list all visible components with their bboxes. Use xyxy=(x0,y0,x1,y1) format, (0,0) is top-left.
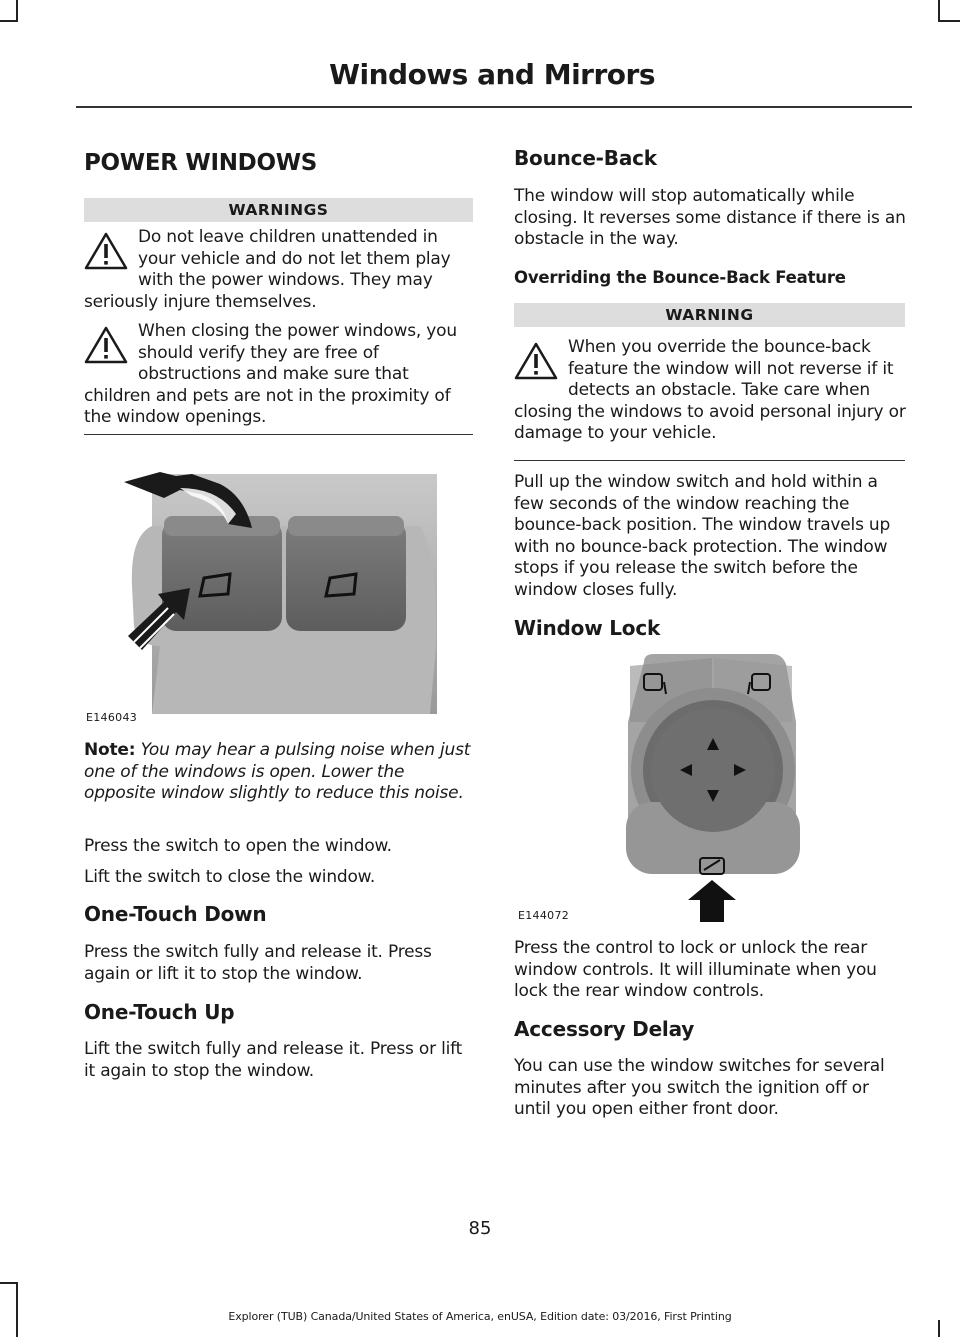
paragraph: Lift the switch to close the window. xyxy=(84,867,376,887)
warning-triangle-icon xyxy=(84,325,128,365)
paragraph: Press the switch fully and release it. Press again or lift it to stop the window. xyxy=(84,942,432,984)
warning-text: When closing the power windows, you should verify they are free of obstructions and make sure that children and pets are not in the proximity of the window openings. xyxy=(84,321,457,427)
crop-mark xyxy=(938,20,960,22)
subsection-title: Bounce-Back xyxy=(514,146,657,170)
warning-item xyxy=(84,321,474,429)
subsection-title: One-Touch Down xyxy=(84,902,267,926)
warning-divider xyxy=(84,434,473,435)
paragraph: You can use the window switches for several minutes after you switch the ignition off or until you open either front door. xyxy=(514,1056,885,1119)
crop-mark xyxy=(0,20,18,22)
subsection-title: Accessory Delay xyxy=(514,1017,695,1041)
warnings-banner: WARNINGS xyxy=(84,198,473,222)
crop-mark xyxy=(0,1282,18,1284)
paragraph: Press the switch to open the window. xyxy=(84,836,392,856)
warning-triangle-icon xyxy=(514,341,558,381)
section-title: POWER WINDOWS xyxy=(84,150,318,176)
subsection-title: One-Touch Up xyxy=(84,1000,235,1024)
edition-footer: Explorer (TUB) Canada/United States of America, enUSA, Edition date: 03/2016, First Printing xyxy=(228,1310,732,1323)
figure-code: E146043 xyxy=(86,711,138,724)
header-divider xyxy=(76,106,912,108)
warning-text: When you override the bounce-back feature the window will not reverse if it detects an obstacle. Take care when closing the windows to avoid personal injury or damage to your vehicle. xyxy=(514,337,906,443)
crop-mark xyxy=(16,0,18,22)
chapter-title: Windows and Mirrors xyxy=(329,58,655,91)
warning-divider xyxy=(514,460,905,461)
note-label: Note: xyxy=(84,740,136,760)
paragraph: Press the control to lock or unlock the rear window controls. It will illuminate when you lock the rear window controls. xyxy=(514,938,877,1001)
subsection-title: Window Lock xyxy=(514,616,661,640)
paragraph: The window will stop automatically while closing. It reverses some distance if there is an obstacle in the way. xyxy=(514,186,906,249)
rear-window-switch-illustration xyxy=(120,466,450,716)
crop-mark xyxy=(938,0,940,22)
warning-item xyxy=(84,227,474,313)
figure-code: E144072 xyxy=(518,909,570,922)
note-paragraph xyxy=(84,740,474,805)
window-lock-control-illustration xyxy=(620,652,806,924)
warning-triangle-icon xyxy=(84,231,128,271)
note-text: You may hear a pulsing noise when just one of the windows is open. Lower the opposite window slightly to reduce this noise. xyxy=(84,740,471,803)
page-number: 85 xyxy=(468,1218,492,1239)
warning-item xyxy=(514,337,907,445)
paragraph: Pull up the window switch and hold within a few seconds of the window reaching the bounce-back position. The window travels up with no bounce-back protection. The window stops if you release the switch before the window closes fully. xyxy=(514,472,891,600)
minor-heading: Overriding the Bounce-Back Feature xyxy=(514,268,846,287)
paragraph: Lift the switch fully and release it. Press or lift it again to stop the window. xyxy=(84,1039,463,1081)
warning-text: Do not leave children unattended in your vehicle and do not let them play with the power windows. They may seriously injure themselves. xyxy=(84,227,451,312)
warning-banner: WARNING xyxy=(514,303,905,327)
